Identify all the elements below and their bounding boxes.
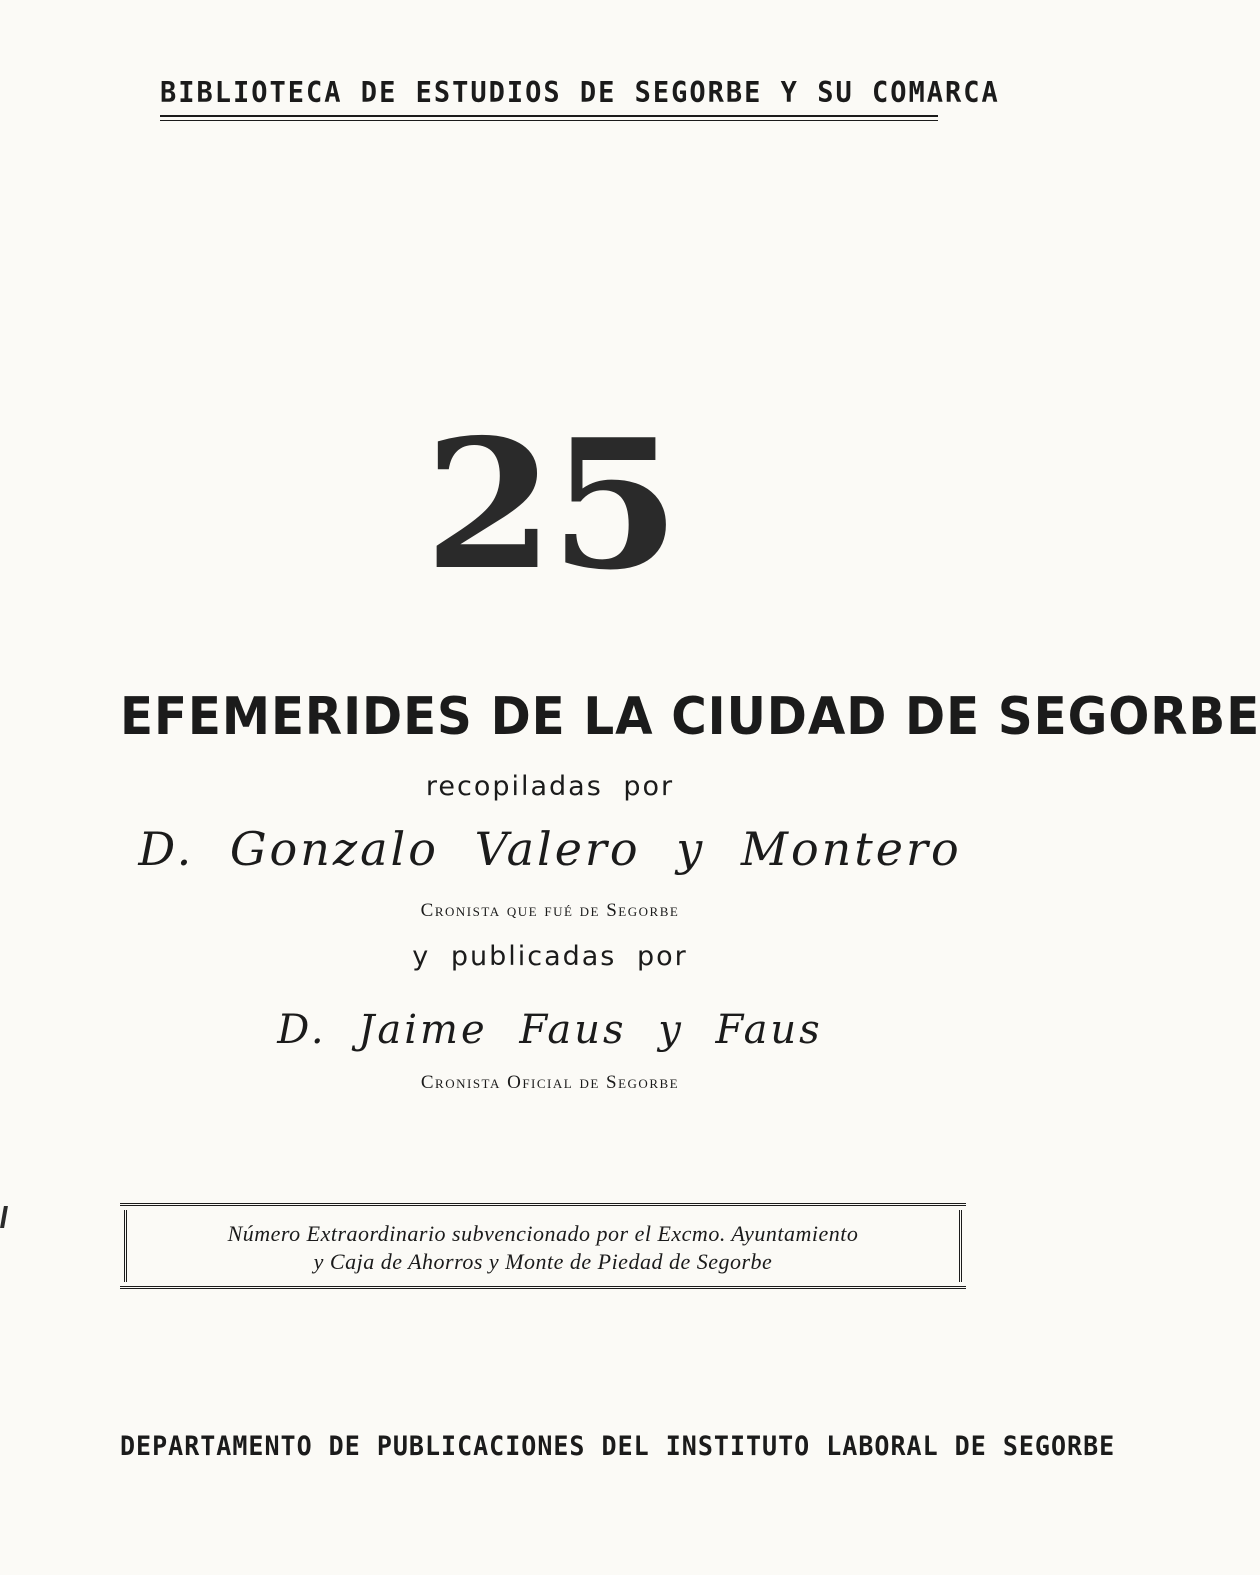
margin-mark bbox=[0, 1206, 8, 1228]
publisher-author-name: D. Jaime Faus y Faus bbox=[277, 1007, 823, 1053]
sponsor-box bbox=[120, 1203, 966, 1289]
published-by-label: y publicadas por bbox=[412, 941, 688, 972]
book-title: EFEMERIDES DE LA CIUDAD DE SEGORBE bbox=[120, 687, 1260, 747]
volume-number: 25 bbox=[424, 400, 676, 609]
sponsor-note bbox=[127, 1220, 959, 1276]
compiler-role: Cronista que fué de Segorbe bbox=[420, 900, 680, 921]
compiler-name: D. Gonzalo Valero y Montero bbox=[138, 822, 962, 876]
publisher-name: DEPARTAMENTO DE PUBLICACIONES DEL INSTITUTO LABORAL DE SEGORBE bbox=[120, 1431, 1116, 1462]
sponsor-note-line-1: Número Extraordinario subvencionado por el Excmo. Ayuntamiento bbox=[227, 1221, 859, 1246]
series-rule bbox=[160, 115, 938, 121]
series-title: BIBLIOTECA DE ESTUDIOS DE SEGORBE Y SU COMARCA bbox=[160, 76, 1000, 110]
publisher-author-role: Cronista Oficial de Segorbe bbox=[420, 1072, 680, 1093]
compiled-by-label: recopiladas por bbox=[425, 771, 675, 802]
sponsor-box-frame bbox=[124, 1210, 962, 1282]
sponsor-note-line-2: y Caja de Ahorros y Monte de Piedad de Segorbe bbox=[313, 1249, 773, 1274]
